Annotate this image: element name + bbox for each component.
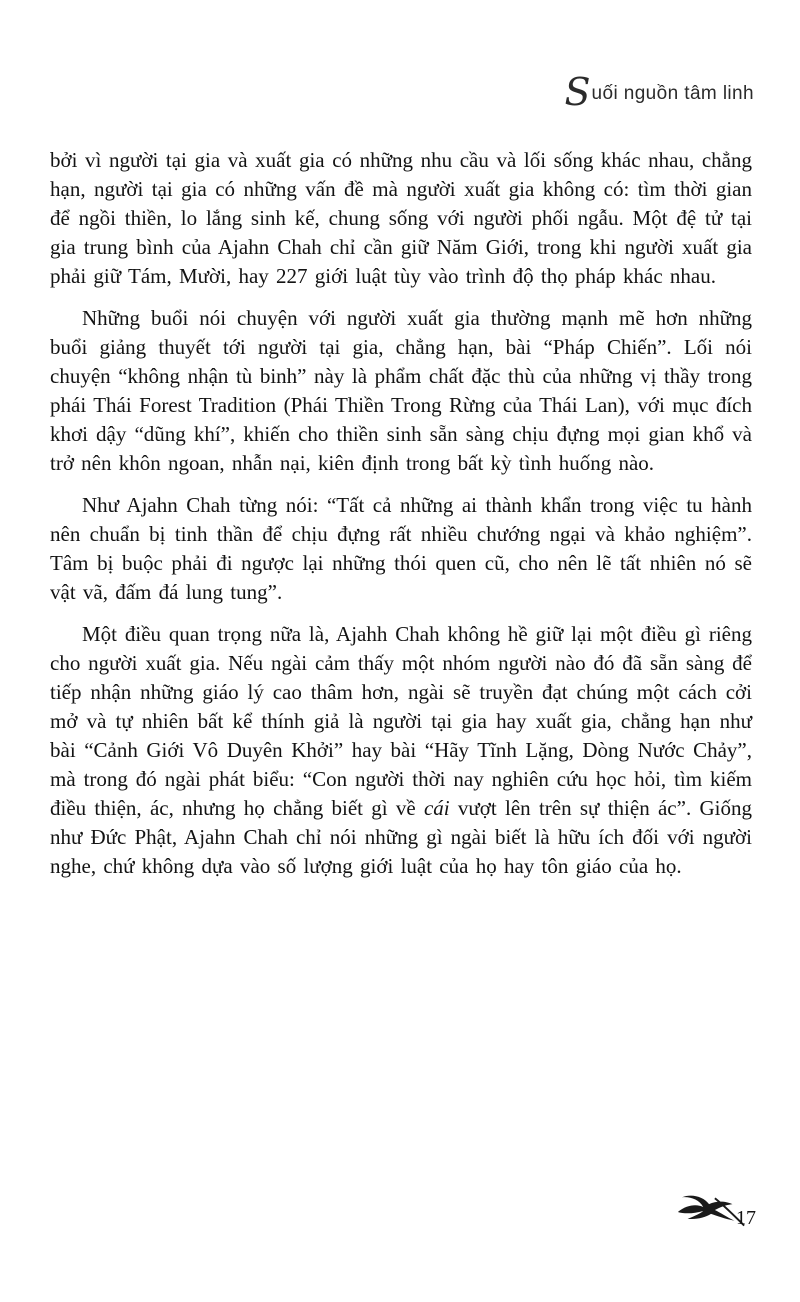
- header-title: uối nguồn tâm linh: [591, 83, 754, 104]
- paragraph-1: bởi vì người tại gia và xuất gia có những nhu cầu và lối sống khác nhau, chẳng hạn, người tại gia có những vấn đề mà người xuất gia không có: tìm thời gian để ngồi thiền, lo lắng sinh kế, chung sống với người phối ngẫu. Một đệ tử tại gia trung bình của Ajahn Chah chỉ cần giữ Năm Giới, trong khi người xuất gia phải giữ Tám, Mười, hay 227 giới luật tùy vào trình độ thọ pháp khác nhau.: [50, 148, 752, 288]
- paragraph-4-italic-word: cái: [423, 796, 450, 820]
- paragraph-4-post: vượt lên trên sự thiện ác”. Giống như Đức Phật, Ajahn Chah chỉ nói những gì ngài biết là hữu ích đối với người nghe, chứ không dựa vào số lượng giới luật của họ hay tôn giáo của họ.: [50, 796, 752, 878]
- running-header: [564, 70, 754, 114]
- paragraph-4-pre: Một điều quan trọng nữa là, Ajahh Chah không hề giữ lại một điều gì riêng cho người xuất gia. Nếu ngài cảm thấy một nhóm người nào đó đã sẵn sàng để tiếp nhận những giáo lý cao thâm hơn, ngài sẽ truyền đạt chúng một cách cởi mở và tự nhiên bất kể thính giả là người tại gia hay xuất gia, chẳng hạn như bài “Cảnh Giới Vô Duyên Khởi” hay bài “Hãy Tĩnh Lặng, Dòng Nước Chảy”, mà trong đó ngài phát biểu: “Con người thời nay nghiên cứu học hỏi, tìm kiếm điều thiện, ác, nhưng họ chẳng biết gì về: [50, 622, 752, 820]
- header-decorative-initial: S: [564, 70, 591, 114]
- paragraph-2: Những buổi nói chuyện với người xuất gia thường mạnh mẽ hơn những buổi giảng thuyết tới người tại gia, chẳng hạn, bài “Pháp Chiến”. Lối nói chuyện “không nhận tù binh” này là phẩm chất đặc thù của những vị thầy trong phái Thái Forest Tradition (Phái Thiền Trong Rừng của Thái Lan), với mục đích khơi dậy “dũng khí”, khiến cho thiền sinh sẵn sàng chịu đựng mọi gian khổ và trở nên khôn ngoan, nhẫn nại, kiên định trong bất kỳ tình huống nào.: [50, 306, 752, 475]
- paragraph-4: [50, 620, 752, 881]
- page-footer: [672, 1192, 756, 1230]
- page-body: [50, 146, 752, 894]
- paragraph-3: Như Ajahn Chah từng nói: “Tất cả những ai thành khẩn trong việc tu hành nên chuẩn bị tinh thần để chịu đựng rất nhiều chướng ngại và khảo nghiệm”. Tâm bị buộc phải đi ngược lại những thói quen cũ, cho nên lẽ tất nhiên nó sẽ vật vã, đấm đá lung tung”.: [50, 493, 752, 604]
- page-number: 17: [736, 1207, 756, 1229]
